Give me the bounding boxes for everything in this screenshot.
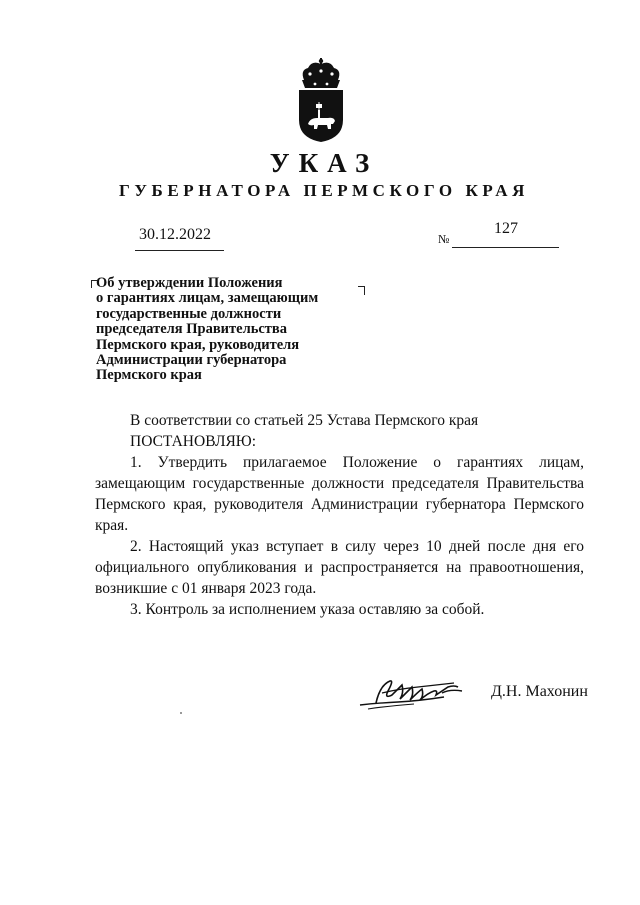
heading-line: о гарантиях лицам, замещающим: [96, 290, 319, 307]
date-value: 30.12.2022: [139, 226, 211, 243]
decree-item-3: 3. Контроль за исполнением указа оставляю за собой.: [130, 601, 485, 618]
intro-paragraph: В соответствии со статьей 25 Устава Пермского края: [130, 412, 479, 429]
signer-name: Д.Н. Махонин: [491, 683, 588, 700]
decree-item-2: 2. Настоящий указ вступает в силу через 10 дней после дня его официального опубликования и распространяется на правоотношения, возникшие с 01 января 2023 года.: [95, 538, 584, 597]
document-subtitle: ГУБЕРНАТОРА ПЕРМСКОГО КРАЯ: [119, 181, 529, 200]
heading-line: Администрации губернатора: [96, 352, 287, 369]
number-label: №: [438, 232, 450, 246]
scan-speck: [180, 712, 182, 714]
heading-line: государственные должности: [96, 305, 282, 322]
decree-word: ПОСТАНОВЛЯЮ:: [130, 433, 257, 450]
heading-line: председателя Правительства: [96, 321, 288, 338]
document-heading: [96, 276, 346, 384]
document-title: УКАЗ: [269, 148, 379, 178]
heading-line: Пермского края, руководителя: [96, 336, 300, 353]
document-body: [95, 410, 584, 620]
date-field: [135, 226, 224, 251]
signature-icon: [358, 673, 466, 713]
coat-of-arms-icon: [290, 58, 352, 142]
number-value: 127: [494, 220, 518, 237]
heading-line: Пермского края: [96, 367, 202, 384]
heading-bracket-right: [358, 286, 365, 295]
number-field: [452, 220, 559, 248]
heading-line: Об утверждении Положения: [96, 275, 283, 291]
decree-item-1: 1. Утвердить прилагаемое Положение о гарантиях лицам, замещающим государственные должности председателя Правительства Пермского края, руководителя Администрации губернатора Пермского края.: [95, 454, 584, 534]
